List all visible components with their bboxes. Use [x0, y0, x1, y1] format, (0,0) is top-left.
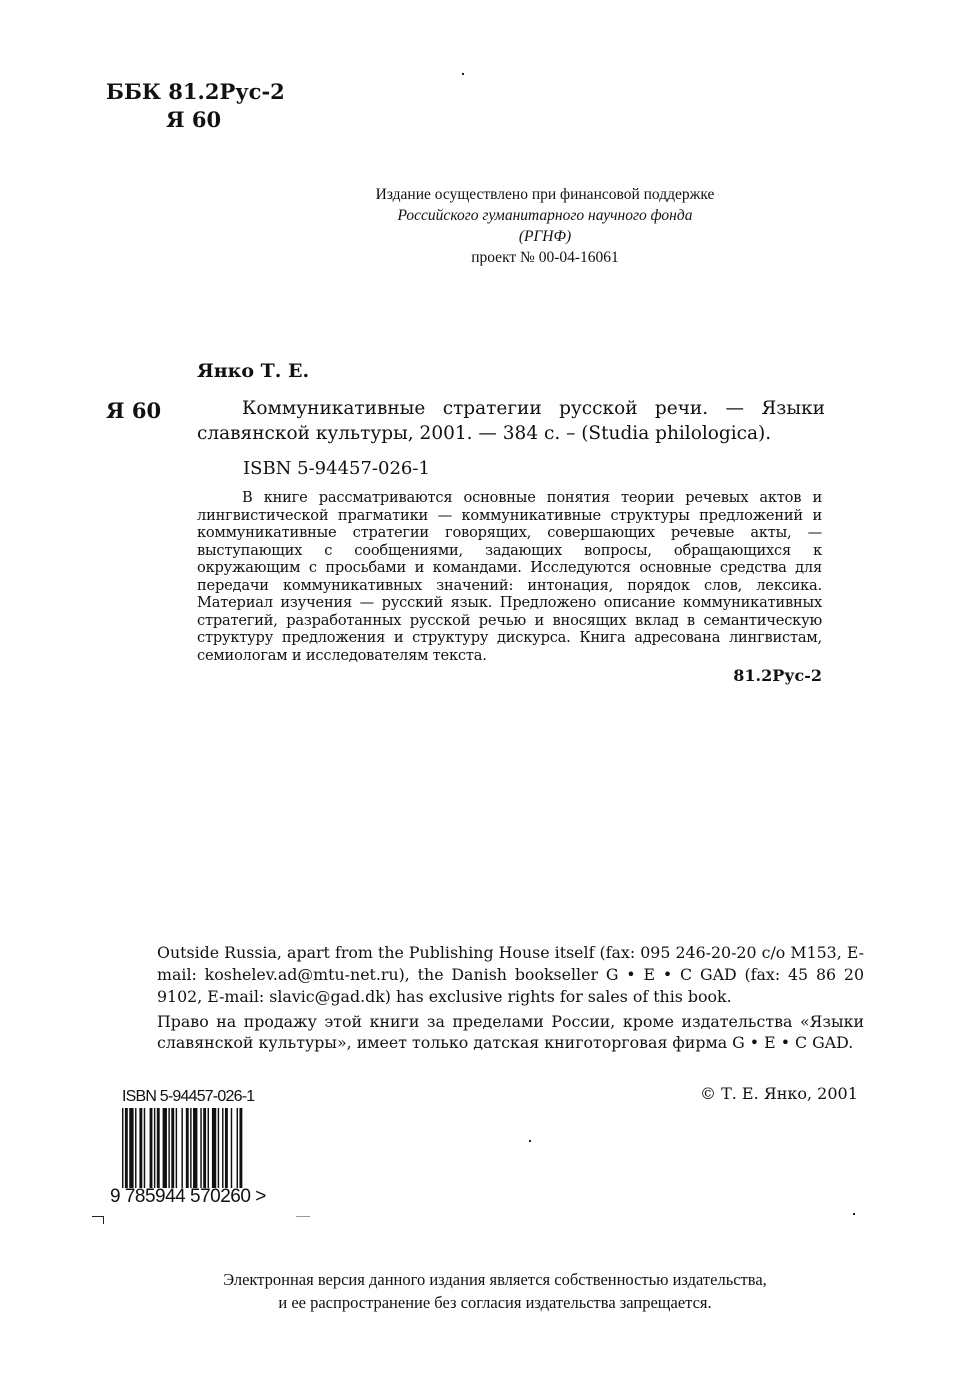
barcode-isbn-label: ISBN 5-94457-026-1 — [122, 1088, 255, 1105]
barcode-bar — [168, 1108, 169, 1188]
grant-line-1: Издание осуществлено при финансовой поддержке — [375, 186, 715, 203]
barcode-bar — [157, 1108, 160, 1188]
barcode-bar — [239, 1108, 242, 1188]
abstract-paragraph: В книге рассматриваются основные понятия теории речевых актов и лингвистической прагматики — коммуникативные структуры предложений и коммуникативные стратегии говорящих, совершающих речевые акты, — выступающих с сообщениями, задающих вопросы, обращающихся к окружающим с просьбами и командами. Исследуются основные средства для передачи коммуникативных значений: интонация, порядок слов, лексика. Материал изучения — русский язык. Предложено описание коммуникативных стратегий, разработанных русской речью и вносящих вклад в семантическую структуру предложения и структуру дискурса. Книга адресована лингвистам, семиологам и исследователям текста. — [197, 489, 822, 664]
barcode-bar — [231, 1108, 232, 1188]
barcode-bar — [222, 1108, 223, 1188]
grant-notice — [300, 184, 790, 268]
barcode-bar — [135, 1108, 136, 1188]
bbk-author-mark: Я 60 — [166, 107, 222, 132]
barcode-bar — [176, 1108, 177, 1188]
barcode-bar — [218, 1108, 219, 1188]
barcode-bar — [203, 1108, 206, 1188]
rights-english: Outside Russia, apart from the Publishing House itself (fax: 095 246-20-20 c/o M153, E-mail: koshelev.ad@mtu-net.ru), the Danish bookseller G • E • C GAD (fax: 45 86 20 9102, E-mail: slavic@gad.dk) has exclusive rights for sales of this book. — [157, 943, 864, 1006]
barcode-bar — [122, 1108, 123, 1188]
barcode-bar — [190, 1108, 191, 1188]
scan-speck — [462, 73, 464, 75]
isbn-barcode — [110, 1088, 310, 1223]
barcode-bar — [208, 1108, 209, 1188]
call-mark: Я 60 — [106, 398, 162, 423]
notice-line-2: и ее распространение без согласия издательства запрещается. — [278, 1293, 712, 1312]
barcode-bars — [122, 1108, 292, 1188]
scan-speck — [853, 1213, 855, 1215]
barcode-bar — [129, 1108, 133, 1188]
barcode-bar — [125, 1108, 128, 1188]
barcode-bar — [181, 1108, 182, 1188]
barcode-bar — [150, 1108, 153, 1188]
book-title: Коммуникативные стратегии русской речи. — Языки славянской культуры, 2001. — 384 с. – (Studia philologica). — [197, 398, 825, 444]
barcode-bar — [237, 1108, 238, 1188]
barcode-digits: 9 785944 570260 > — [110, 1186, 266, 1207]
barcode-bar — [171, 1108, 174, 1188]
grant-line-4: проект № 00-04-16061 — [471, 249, 619, 266]
scan-speck — [103, 1216, 104, 1224]
isbn-line: ISBN 5-94457-026-1 — [243, 458, 430, 479]
classification-index: 81.2Рус-2 — [733, 666, 822, 685]
grant-line-2: Российского гуманитарного научного фонда — [397, 207, 693, 224]
barcode-bar — [212, 1108, 216, 1188]
barcode-bar — [186, 1108, 189, 1188]
author-name: Янко Т. Е. — [197, 360, 310, 382]
barcode-bar — [200, 1108, 201, 1188]
bbk-block — [106, 78, 285, 134]
barcode-bar — [193, 1108, 197, 1188]
electronic-copy-notice — [150, 1268, 840, 1314]
grant-line-3: (РГНФ) — [518, 228, 572, 245]
barcode-bar — [154, 1108, 155, 1188]
notice-line-1: Электронная версия данного издания является собственностью издательства, — [223, 1270, 767, 1289]
barcode-bar — [163, 1108, 167, 1188]
barcode-bar — [139, 1108, 142, 1188]
scan-speck — [296, 1216, 310, 1217]
copyright-line: © Т. Е. Янко, 2001 — [700, 1084, 858, 1103]
barcode-bar — [225, 1108, 228, 1188]
barcode-bar — [144, 1108, 145, 1188]
scan-speck — [529, 1140, 531, 1142]
rights-russian: Право на продажу этой книги за пределами России, кроме издательства «Языки славянской культуры», имеет только датская книготорговая фирма G • E • C GAD. — [157, 1012, 864, 1052]
bbk-code: ББК 81.2Рус-2 — [106, 79, 285, 104]
